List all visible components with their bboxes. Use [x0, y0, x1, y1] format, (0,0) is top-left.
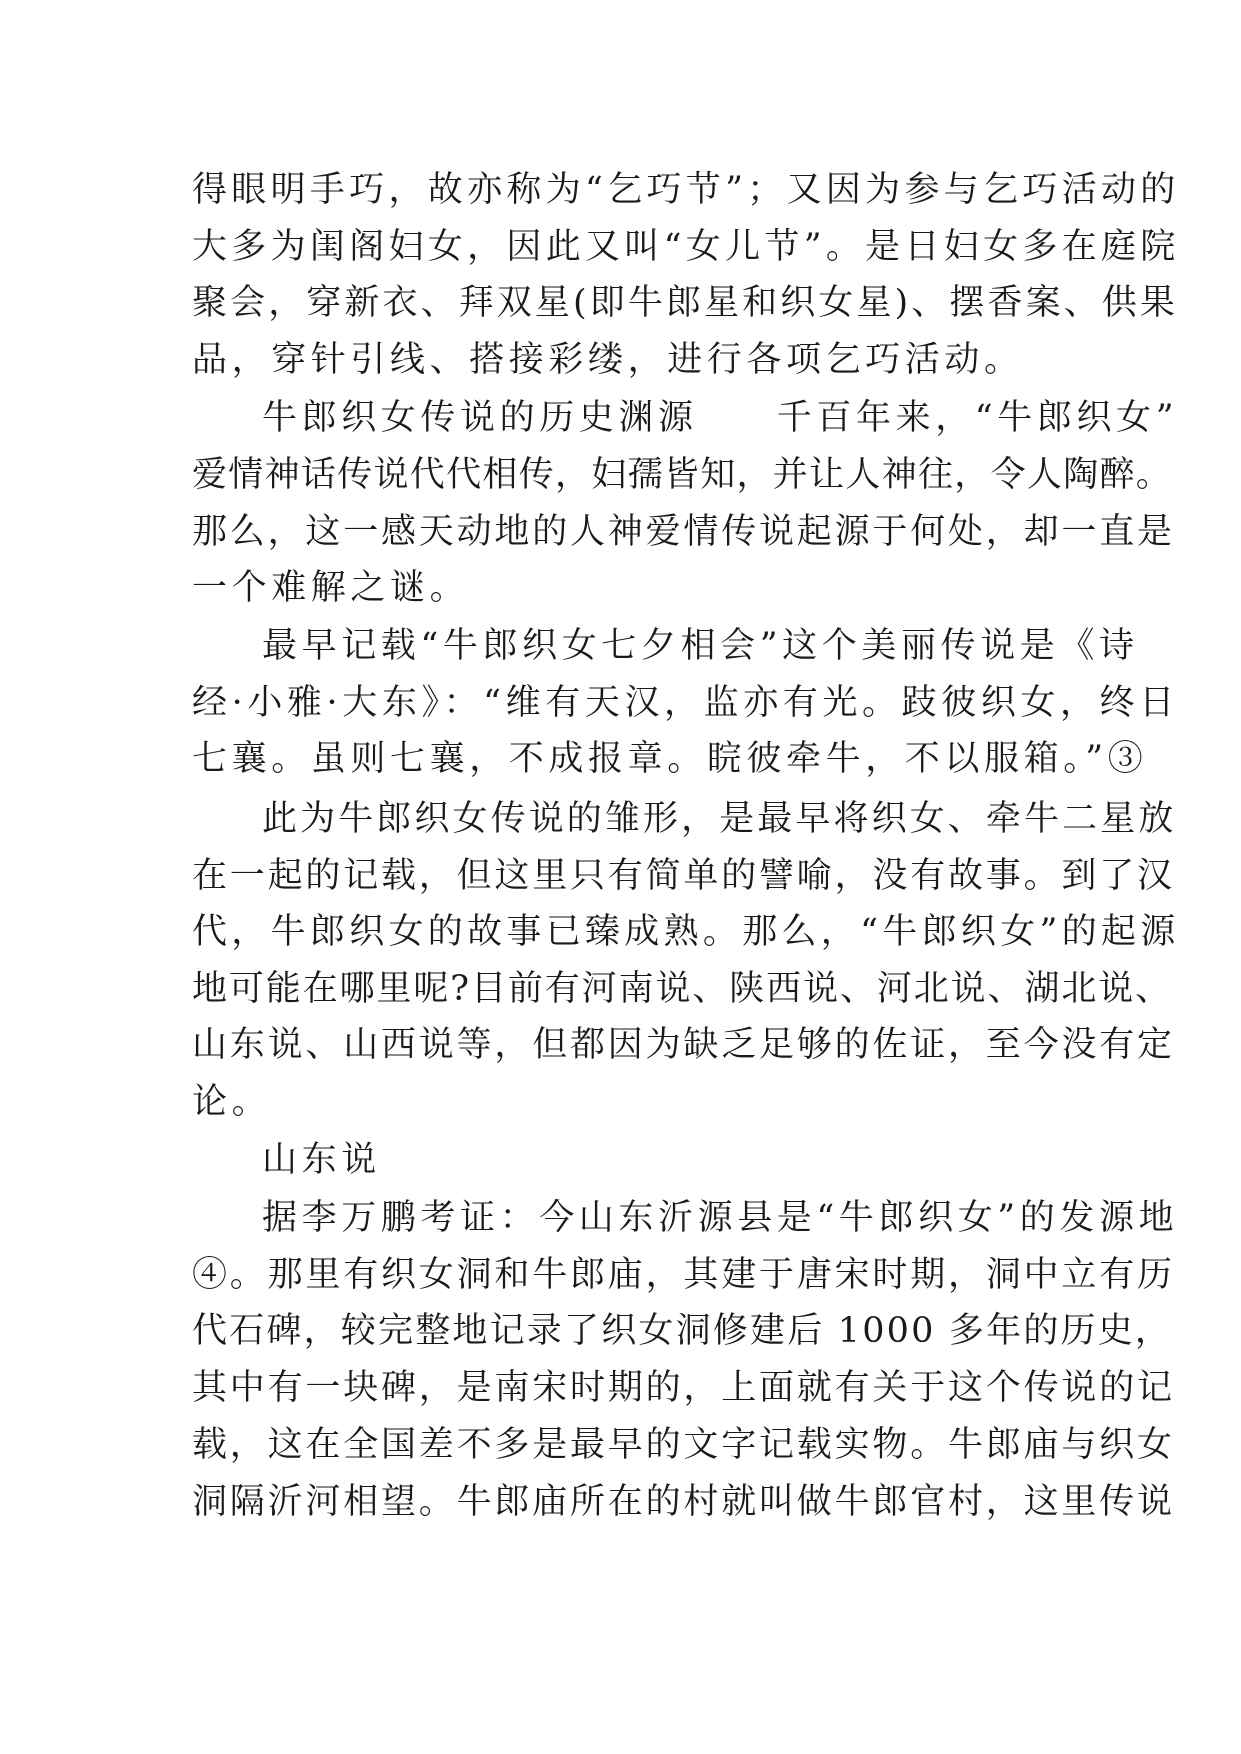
- paragraph-line: 最早记载“牛郎织女七夕相会”这个美丽传说是《诗: [262, 626, 1139, 666]
- paragraph-line: 代，牛郎织女的故事已臻成熟。那么，“牛郎织女”的起源: [192, 912, 1180, 952]
- paragraph-line: 论。: [192, 1082, 272, 1122]
- paragraph-line: 山东说、山西说等，但都因为缺乏足够的佐证，至今没有定: [192, 1025, 1175, 1065]
- paragraph-line: 经·小雅·大东》：“维有天汉，监亦有光。跂彼织女，终日: [192, 683, 1179, 723]
- paragraph-line: 七襄。虽则七襄，不成报章。睆彼牵牛，不以服箱。”③: [192, 739, 1148, 779]
- paragraph-line: 在一起的记载，但这里只有简单的譬喻，没有故事。到了汉: [192, 856, 1175, 896]
- paragraph-line: 爱情神话传说代代相传，妇孺皆知，并让人神往，令人陶醉。: [192, 455, 1173, 495]
- paragraph-line: 品，穿针引线、搭接彩缕，进行各项乞巧活动。: [192, 340, 1024, 380]
- paragraph-line: ④。那里有织女洞和牛郎庙，其建于唐宋时期，洞中立有历: [192, 1255, 1175, 1295]
- paragraph-line: 牛郎织女传说的历史渊源 千百年来，“牛郎织女”: [262, 398, 1179, 438]
- paragraph-line: 聚会，穿新衣、拜双星(即牛郎星和织女星)、摆香案、供果: [192, 283, 1179, 323]
- paragraph-line: 其中有一块碑，是南宋时期的，上面就有关于这个传说的记: [192, 1368, 1175, 1408]
- paragraph-line: 得眼明手巧，故亦称为“乞巧节”；又因为参与乞巧活动的: [192, 170, 1180, 210]
- paragraph-line: 一个难解之谜。: [192, 568, 470, 608]
- paragraph-line: 那么，这一感天动地的人神爱情传说起源于何处，却一直是: [192, 512, 1175, 552]
- paragraph-line: 代石碑，较完整地记录了织女洞修建后 1000 多年的历史，: [192, 1311, 1173, 1351]
- paragraph-line: 地可能在哪里呢?目前有河南说、陕西说、河北说、湖北说、: [192, 969, 1173, 1009]
- paragraph-line: 据李万鹏考证：今山东沂源县是“牛郎织女”的发源地: [262, 1198, 1179, 1238]
- paragraph-line: 洞隔沂河相望。牛郎庙所在的村就叫做牛郎官村，这里传说: [192, 1482, 1175, 1522]
- paragraph-line: 此为牛郎织女传说的雏形，是最早将织女、牵牛二星放: [262, 799, 1177, 839]
- paragraph-line: 大多为闺阁妇女，因此又叫“女儿节”。是日妇女多在庭院: [192, 227, 1180, 267]
- paragraph-line: 载，这在全国差不多是最早的文字记载实物。牛郎庙与织女: [192, 1425, 1175, 1465]
- section-heading: 山东说: [262, 1140, 381, 1180]
